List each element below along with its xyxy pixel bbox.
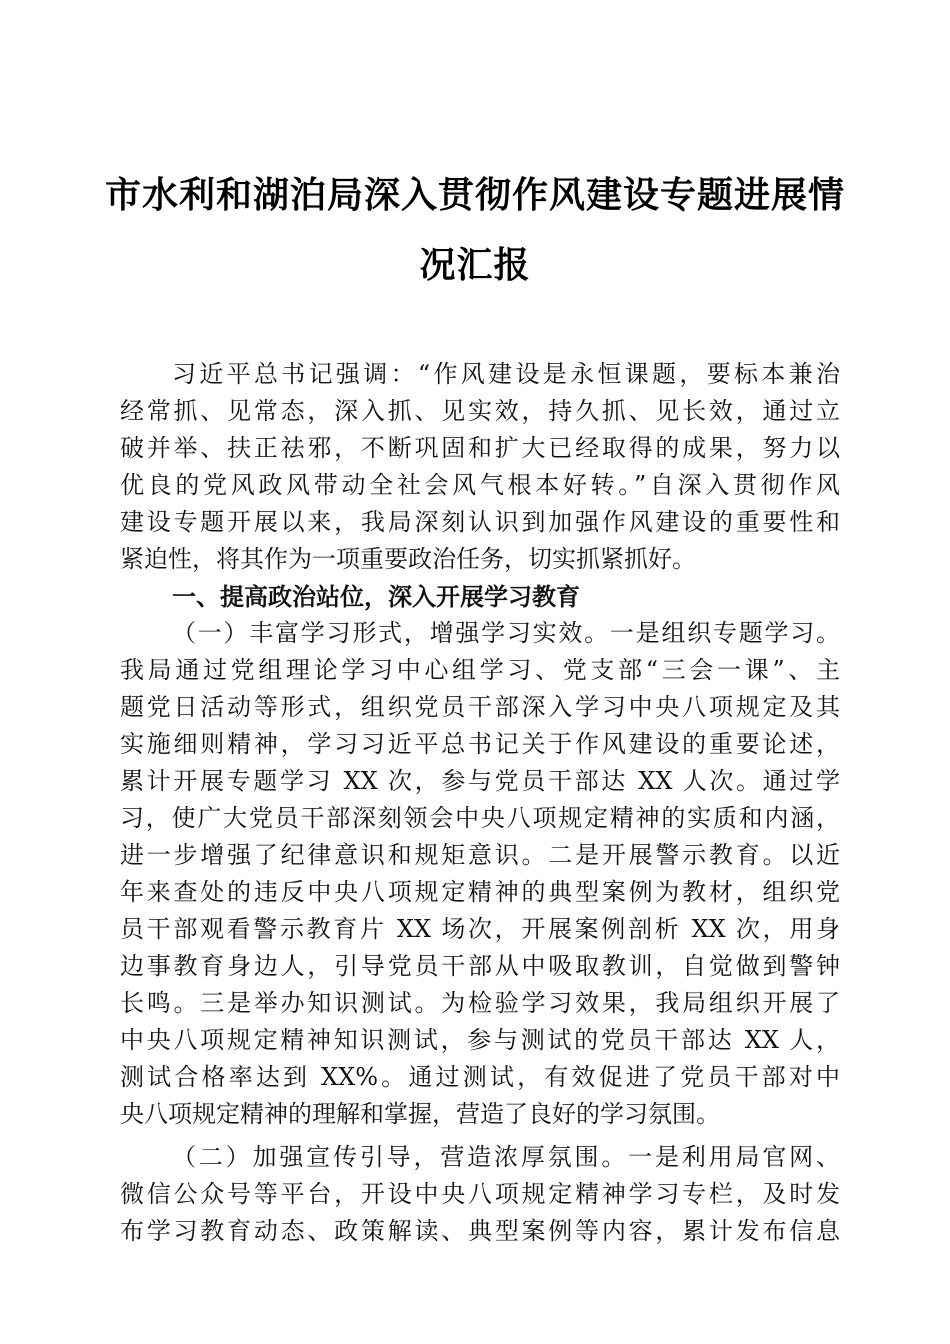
subsection-1-line: 中央八项规定精神知识测试，参与测试的党员干部达 XX 人， (120, 1026, 840, 1054)
subsection-1-line: 习，使广大党员干部深刻领会中央八项规定精神的实质和内涵， (120, 804, 840, 832)
subsection-2-line: 微信公众号等平台，开设中央八项规定精神学习专栏，及时发 (120, 1180, 840, 1208)
intro-line: 紧迫性，将其作为一项重要政治任务，切实抓紧抓好。 (120, 545, 696, 573)
subsection-1-line: 实施细则精神，学习习近平总书记关于作风建设的重要论述， (120, 730, 840, 758)
intro-line: 破并举、扶正祛邪，不断巩固和扩大已经取得的成果，努力以 (120, 434, 840, 462)
subsection-1-line: （一）丰富学习形式，增强学习实效。一是组织专题学习。 (172, 619, 840, 647)
document-title-line-1: 市水利和湖泊局深入贯彻作风建设专题进展情 (104, 174, 845, 216)
document-title-line-2: 况汇报 (419, 244, 531, 286)
subsection-2-line: （二）加强宣传引导，营造浓厚氛围。一是利用局官网、 (172, 1143, 840, 1171)
intro-line: 建设专题开展以来，我局深刻认识到加强作风建设的重要性和 (120, 508, 840, 536)
subsection-1-line: 员干部观看警示教育片 XX 场次，开展案例剖析 XX 次，用身 (120, 915, 840, 943)
document-body (120, 356, 840, 1250)
subsection-1-line: 年来查处的违反中央八项规定精神的典型案例为教材，组织党 (120, 878, 840, 906)
subsection-1-line: 边事教育身边人，引导党员干部从中吸取教训，自觉做到警钟 (120, 952, 840, 980)
subsection-1-line: 测试合格率达到 XX%。通过测试，有效促进了党员干部对中 (120, 1063, 840, 1091)
intro-line: 优良的党风政风带动全社会风气根本好转。”自深入贯彻作风 (120, 471, 840, 499)
subsection-1-line: 我局通过党组理论学习中心组学习、党支部“三会一课”、主 (120, 656, 840, 684)
subsection-1-line: 进一步增强了纪律意识和规矩意识。二是开展警示教育。以近 (120, 841, 840, 869)
intro-line: 经常抓、见常态，深入抓、见实效，持久抓、见长效，通过立 (120, 397, 840, 425)
subsection-1-line: 长鸣。三是举办知识测试。为检验学习效果，我局组织开展了 (120, 989, 840, 1017)
subsection-1-line: 题党日活动等形式，组织党员干部深入学习中央八项规定及其 (120, 693, 840, 721)
section-1-heading: 一、提高政治站位，深入开展学习教育 (172, 582, 580, 611)
intro-line: 习近平总书记强调：“作风建设是永恒课题，要标本兼治 (172, 360, 840, 388)
subsection-2-line: 布学习教育动态、政策解读、典型案例等内容，累计发布信息 (120, 1217, 840, 1245)
subsection-1-line: 累计开展专题学习 XX 次，参与党员干部达 XX 人次。通过学 (120, 767, 840, 795)
subsection-1-line: 央八项规定精神的理解和掌握，营造了良好的学习氛围。 (120, 1100, 720, 1128)
